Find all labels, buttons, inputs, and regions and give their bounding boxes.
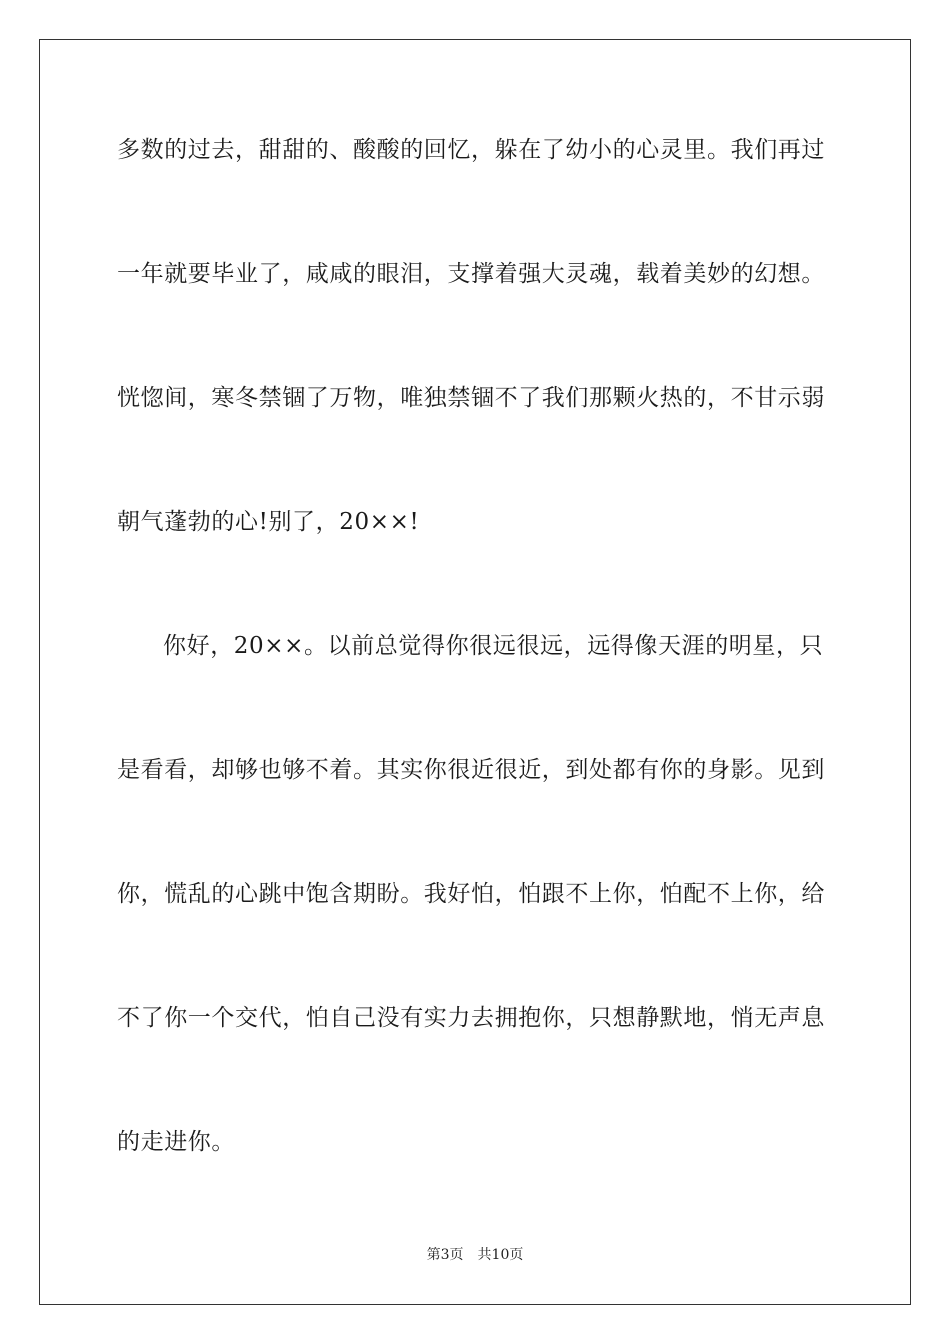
page-footer [0,1245,950,1265]
paragraph-line: 朝气蓬勃的心!别了，20××! [117,509,420,535]
paragraph-line: 一年就要毕业了，咸咸的眼泪，支撑着强大灵魂，载着美妙的幻想。 [117,261,825,287]
page-border [39,39,911,1305]
paragraph-line: 是看看，却够也够不着。其实你很近很近，到处都有你的身影。见到 [117,757,825,783]
paragraph-line: 的走进你。 [117,1129,235,1155]
page-number: 第3页 [426,1247,464,1263]
paragraph-line: 不了你一个交代，怕自己没有实力去拥抱你，只想静默地，悄无声息 [117,1005,825,1031]
paragraph-line: 多数的过去，甜甜的、酸酸的回忆，躲在了幼小的心灵里。我们再过 [117,137,825,163]
total-pages: 共10页 [477,1247,524,1263]
paragraph-line: 你，慌乱的心跳中饱含期盼。我好怕，怕跟不上你，怕配不上你，给 [117,881,825,907]
paragraph-line: 你好，20××。以前总觉得你很远很远，远得像天涯的明星，只 [163,633,824,659]
paragraph-line: 恍惚间，寒冬禁锢了万物，唯独禁锢不了我们那颗火热的，不甘示弱 [117,385,825,411]
